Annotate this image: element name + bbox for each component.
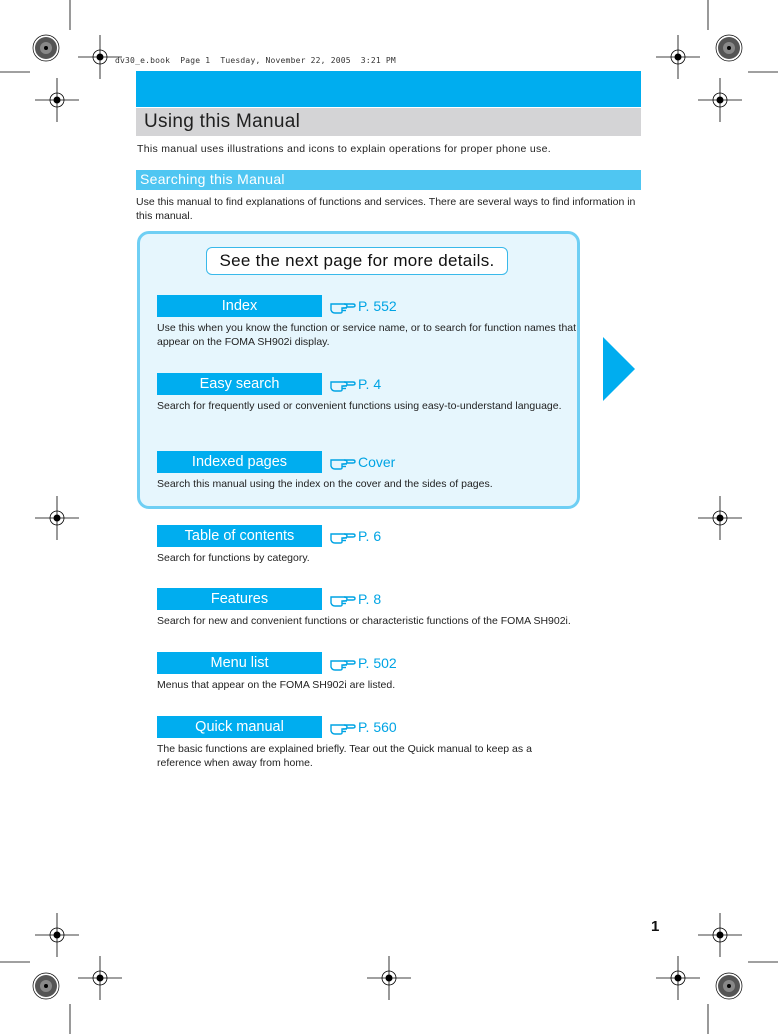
page-reference-text: P. 502	[358, 655, 397, 671]
search-method-description: Search this manual using the index on the cover and the sides of pages.	[157, 478, 493, 490]
intro-text: This manual uses illustrations and icons to explain operations for proper phone use.	[137, 143, 551, 155]
print-header-info: dv30_e.book Page 1 Tuesday, November 22, 2005 3:21 PM	[115, 56, 396, 65]
registration-mark-icon	[716, 973, 742, 999]
search-method-description: Search for functions by category.	[157, 552, 310, 564]
registration-mark-icon	[698, 913, 742, 957]
search-method-label: Features	[157, 588, 322, 610]
page-reference-text: P. 552	[358, 298, 397, 314]
page-reference-text: P. 6	[358, 528, 382, 544]
registration-mark-icon	[78, 956, 122, 1000]
section-heading: Searching this Manual	[140, 171, 285, 187]
search-method-label: Menu list	[157, 652, 322, 674]
page-reference-text: P. 4	[358, 376, 382, 392]
search-method-description: Use this when you know the function or service name, or to search for function names that appear on the FOMA SH902i display.	[157, 322, 577, 348]
registration-mark-icon	[35, 78, 79, 122]
registration-mark-icon	[698, 496, 742, 540]
registration-mark-icon	[33, 973, 59, 999]
details-callout: See the next page for more details.	[206, 247, 508, 275]
page-reference-text: P. 560	[358, 719, 397, 735]
registration-mark-icon	[367, 956, 411, 1000]
search-method-label: Easy search	[157, 373, 322, 395]
search-method-description: The basic functions are explained briefly. Tear out the Quick manual to keep as a reference when away from home.	[157, 743, 532, 769]
registration-mark-icon	[716, 35, 742, 61]
page-reference-text: P. 8	[358, 591, 382, 607]
page-number: 1	[651, 918, 660, 935]
search-method-description: Search for new and convenient functions or characteristic functions of the FOMA SH902i.	[157, 615, 571, 627]
registration-mark-icon	[35, 913, 79, 957]
page-reference-text: Cover	[358, 454, 396, 470]
section-description: Use this manual to find explanations of functions and services. There are several ways to find information in this manual.	[136, 196, 636, 222]
registration-mark-icon	[656, 956, 700, 1000]
search-method-description: Search for frequently used or convenient functions using easy-to-understand language.	[157, 400, 562, 412]
registration-mark-icon	[78, 35, 122, 79]
registration-mark-icon	[35, 496, 79, 540]
search-method-label: Quick manual	[157, 716, 322, 738]
registration-mark-icon	[33, 35, 59, 61]
page-title: Using this Manual	[144, 111, 301, 132]
registration-mark-icon	[698, 78, 742, 122]
search-method-label: Table of contents	[157, 525, 322, 547]
search-method-label: Index	[157, 295, 322, 317]
search-method-label: Indexed pages	[157, 451, 322, 473]
search-method-description: Menus that appear on the FOMA SH902i are listed.	[157, 679, 396, 691]
registration-mark-icon	[656, 35, 700, 79]
